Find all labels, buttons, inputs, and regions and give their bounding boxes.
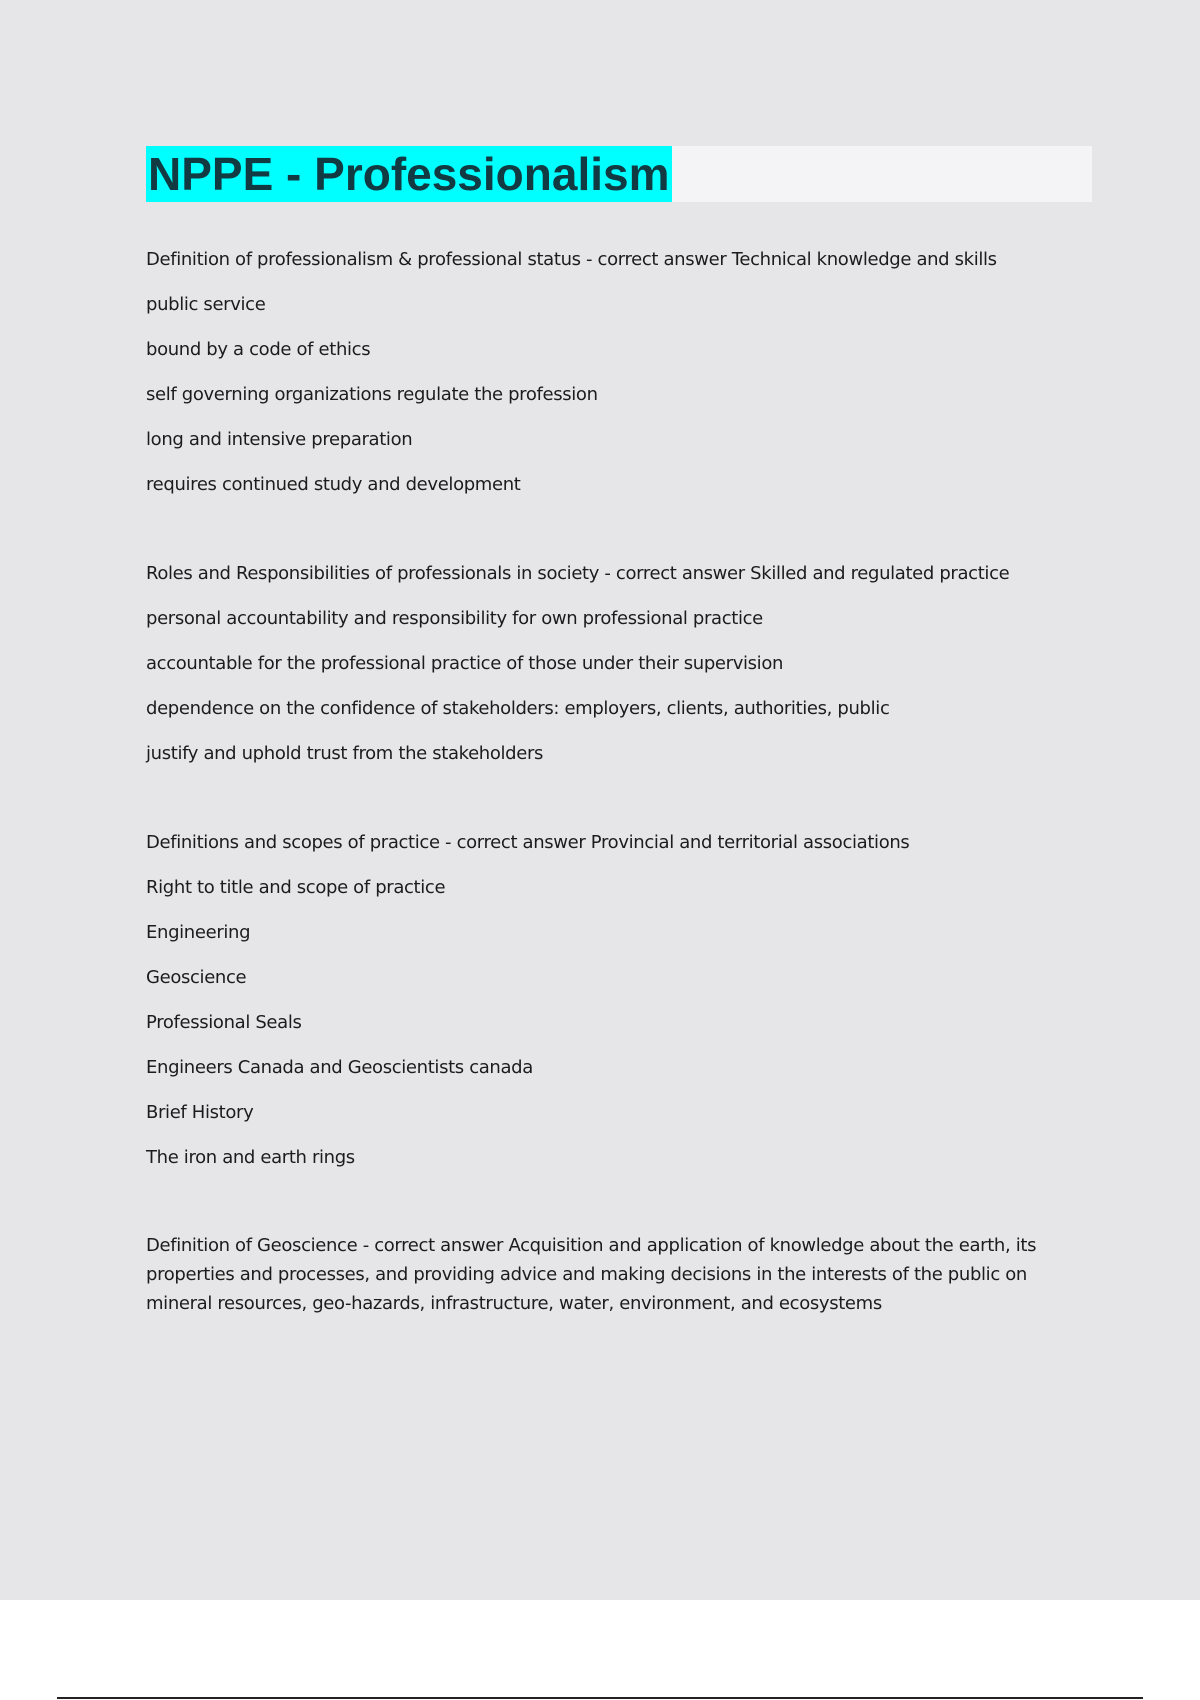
answer-line: personal accountability and responsibility for own professional practice: [146, 608, 763, 629]
section-geoscience-definition: [146, 1231, 1092, 1318]
geoscience-definition-paragraph: Definition of Geoscience - correct answer Acquisition and application of knowledge about the earth, its properties and processes, and providing advice and making decisions in the interests of the public on mineral resources, geo-hazards, infrastructure, water, environment, and ecosystems: [146, 1235, 1037, 1314]
footer-divider: [57, 1697, 1143, 1699]
answer-line: Brief History: [146, 1102, 254, 1123]
answer-line: public service: [146, 294, 266, 315]
answer-line: Engineers Canada and Geoscientists canada: [146, 1057, 533, 1078]
answer-line: requires continued study and development: [146, 474, 521, 495]
title-bar: [146, 146, 1092, 202]
answer-line: Right to title and scope of practice: [146, 877, 446, 898]
answer-line: dependence on the confidence of stakeholders: employers, clients, authorities, public: [146, 698, 890, 719]
section-question: Roles and Responsibilities of professionals in society - correct answer Skilled and regulated practice: [146, 563, 1010, 584]
section-scopes-of-practice: [146, 827, 1092, 1187]
document-title: NPPE - Professionalism: [148, 148, 670, 200]
answer-line: The iron and earth rings: [146, 1147, 355, 1168]
section-question: Definition of professionalism & professional status - correct answer Technical knowledge and skills: [146, 249, 997, 270]
answer-line: long and intensive preparation: [146, 429, 413, 450]
answer-line: Engineering: [146, 922, 251, 943]
answer-line: Geoscience: [146, 967, 247, 988]
section-professionalism-definition: [146, 244, 1092, 514]
answer-line: accountable for the professional practice of those under their supervision: [146, 653, 784, 674]
answer-line: bound by a code of ethics: [146, 339, 371, 360]
document-content: [146, 244, 1092, 1362]
answer-line: Professional Seals: [146, 1012, 302, 1033]
section-roles-responsibilities: [146, 558, 1092, 783]
answer-line: justify and uphold trust from the stakeholders: [146, 743, 544, 764]
answer-line: self governing organizations regulate the profession: [146, 384, 598, 405]
section-question: Definitions and scopes of practice - correct answer Provincial and territorial associations: [146, 832, 910, 853]
